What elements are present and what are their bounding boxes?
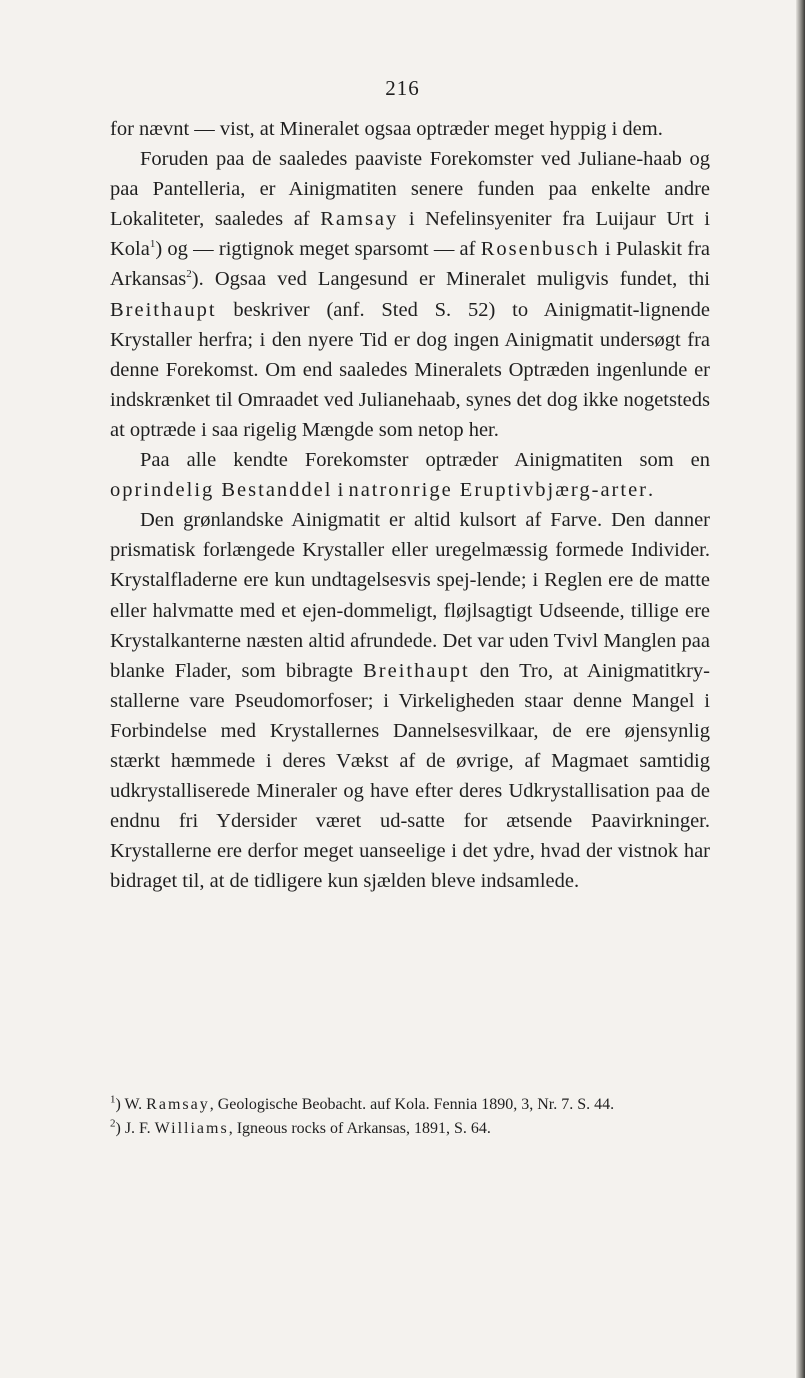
author-name: Williams <box>154 1120 229 1137</box>
footnote-text: , Geologische Beobacht. auf Kola. Fennia 1890, 3, Nr. 7. S. 44. <box>209 1096 615 1113</box>
author-name: Rosenbusch <box>480 238 600 261</box>
footnotes <box>110 1094 730 1142</box>
footnote-marker: 2 <box>110 1117 116 1130</box>
author-name: Ramsay <box>146 1096 210 1113</box>
paragraph-text: Den grønlandske Ainigmatit er altid kulsort af Farve. Den danner prismatisk forlængede Krystaller eller uregelmæssig formede Individer. Krystalfladerne ere kun undtagelsesvis spej-lende; i Reglen ere de matte eller halvmatte med et ejen-dommeligt, fløjlsagtigt Udseende, tillige ere Krystalkanterne næsten altid afrundede. Det var uden Tvivl Manglen paa blanke Flader, som bibragte <box>110 509 710 682</box>
footnote-ref-2: 2 <box>186 268 192 281</box>
paragraph-text: den Tro, at Ainigmatitkry-stallerne vare Pseudomorfoser; i Virkeligheden staar denne Mangel i Forbindelse med Krystallernes Dannelsesvilkaar, de ere øjensynlig stærkt hæmmede i deres Vækst af de øvrige, af Magmaet samtidig udkrystalliserede Mineraler og have efter deres Udkrystallisation paa de endnu fri Ydersider været ud-satte for ætsende Paavirkninger. Krystallerne ere derfor meget uanseelige i det ydre, hvad der vistnok har bidraget til, at de tidligere kun sjælden bleve indsamlede. <box>110 659 710 893</box>
emphasized-term: natronrige Eruptivbjærg-arter <box>348 479 648 502</box>
footnote-text: ) J. F. <box>115 1120 155 1137</box>
footnote-ref-1: 1 <box>149 238 156 251</box>
main-text <box>110 114 710 896</box>
emphasized-term: oprindelig Bestanddel <box>110 479 333 502</box>
page-number: 216 <box>385 76 420 100</box>
paragraph-text: Paa alle kendte Forekomster optræder Ainigmatiten som en <box>140 449 710 472</box>
paragraph-3 <box>110 445 710 505</box>
footnote-text: , Igneous rocks of Arkansas, 1891, S. 64. <box>228 1120 491 1137</box>
footnote-text: ) W. <box>115 1096 147 1113</box>
paragraph-2 <box>110 144 710 445</box>
paragraph-text: ) og — rigtignok meget sparsomt — af <box>155 238 481 261</box>
paragraph-text: i Pulaskit fra Arkansas <box>110 238 710 291</box>
paragraph-text: beskriver (anf. Sted S. 52) to Ainigmatit-lignende Krystaller herfra; i den nyere Tid er dog ingen Ainigmatit undersøgt fra denne Forekomst. Om end saaledes Mineralets Optræden ingenlunde er indskrænket til Omraadet ved Julianehaab, synes det dog ikke nogetsteds at optræde i saa rigelig Mængde som netop her. <box>110 298 710 441</box>
footnote-marker: 1 <box>110 1093 116 1106</box>
paragraph-text: ). Ogsaa ved Langesund er Mineralet muligvis fundet, thi <box>191 268 710 291</box>
paragraph-text: Foruden paa de saaledes paaviste Forekomster ved Juliane-haab og paa Pantelleria, er Ainigmatiten senere funden paa enkelte andre Lokaliteter, saaledes af <box>110 148 710 231</box>
paragraph-text: i <box>332 479 349 502</box>
paragraph-1: for nævnt — vist, at Mineralet ogsaa optræder meget hyppig i dem. <box>110 118 663 140</box>
paragraph-4 <box>110 505 710 896</box>
footnote-2 <box>110 1118 730 1139</box>
scanned-page-edge <box>796 0 805 1378</box>
author-name: Breithaupt <box>110 298 217 321</box>
author-name: Breithaupt <box>363 659 470 682</box>
paragraph-text: . <box>648 479 654 502</box>
paragraph-text: i Nefelinsyeniter fra Luijaur Urt i Kola <box>110 208 710 261</box>
author-name: Ramsay <box>320 208 399 231</box>
footnote-1 <box>110 1094 730 1115</box>
